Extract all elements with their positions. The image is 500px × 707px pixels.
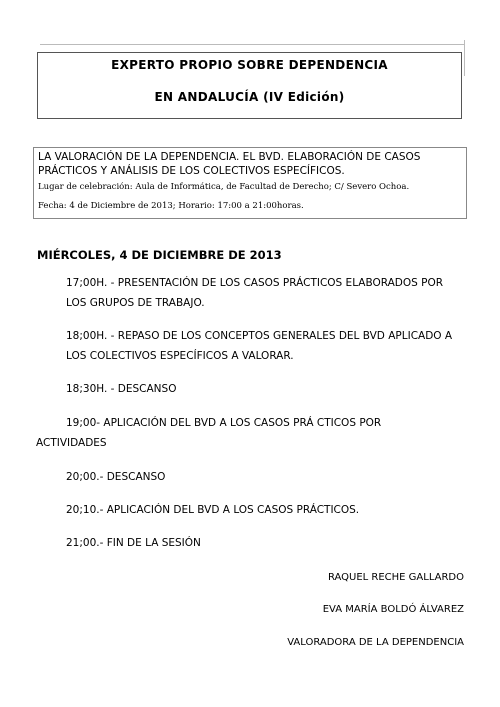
- schedule-item-7: 21;00.- FIN DE LA SESIÓN: [66, 537, 201, 549]
- side-rule: [464, 40, 465, 76]
- schedule-item-2-line-2: LOS COLECTIVOS ESPECÍFICOS A VALORAR.: [66, 350, 294, 362]
- signature-name-1: RAQUEL RECHE GALLARDO: [327, 572, 464, 583]
- schedule-item-1-line-1: 17;00H. - PRESENTACIÓN DE LOS CASOS PRÁCTICOS ELABORADOS POR: [66, 277, 444, 289]
- schedule-item-4-line-2: ACTIVIDADES: [36, 437, 107, 449]
- schedule-item-1-line-2: LOS GRUPOS DE TRABAJO.: [66, 297, 205, 309]
- signature-role: VALORADORA DE LA DEPENDENCIA: [287, 637, 464, 648]
- day-heading: MIÉRCOLES, 4 DE DICIEMBRE DE 2013: [37, 248, 282, 262]
- schedule-item-6: 20;10.- APLICACIÓN DEL BVD A LOS CASOS PRÁCTICOS.: [66, 504, 360, 516]
- title-line-2: EN ANDALUCÍA (IV Edición): [154, 90, 345, 104]
- info-date: Fecha: 4 de Diciembre de 2013; Horario: 17:00 a 21:00horas.: [38, 201, 304, 211]
- schedule-item-2-line-1: 18;00H. - REPASO DE LOS CONCEPTOS GENERALES DEL BVD APLICADO A: [66, 330, 453, 342]
- info-venue: Lugar de celebración: Aula de Informática, de Facultad de Derecho; C/ Severo Ochoa.: [38, 182, 410, 192]
- title-line-1: EXPERTO PROPIO SOBRE DEPENDENCIA: [111, 58, 388, 72]
- schedule-item-4-line-1: 19;00- APLICACIÓN DEL BVD A LOS CASOS PRÁ CTICOS POR: [66, 417, 382, 429]
- top-rule: [40, 44, 465, 45]
- schedule-item-5: 20;00.- DESCANSO: [66, 471, 166, 483]
- info-heading: LA VALORACIÓN DE LA DEPENDENCIA. EL BVD. ELABORACIÓN DE CASOS PRÁCTICOS Y ANÁLISIS DE LOS COLECTIVOS ESPECÍFICOS.: [38, 151, 421, 177]
- schedule-item-3: 18;30H. - DESCANSO: [66, 383, 177, 395]
- signature-name-2: EVA MARÍA BOLDÓ ÁLVAREZ: [322, 604, 464, 615]
